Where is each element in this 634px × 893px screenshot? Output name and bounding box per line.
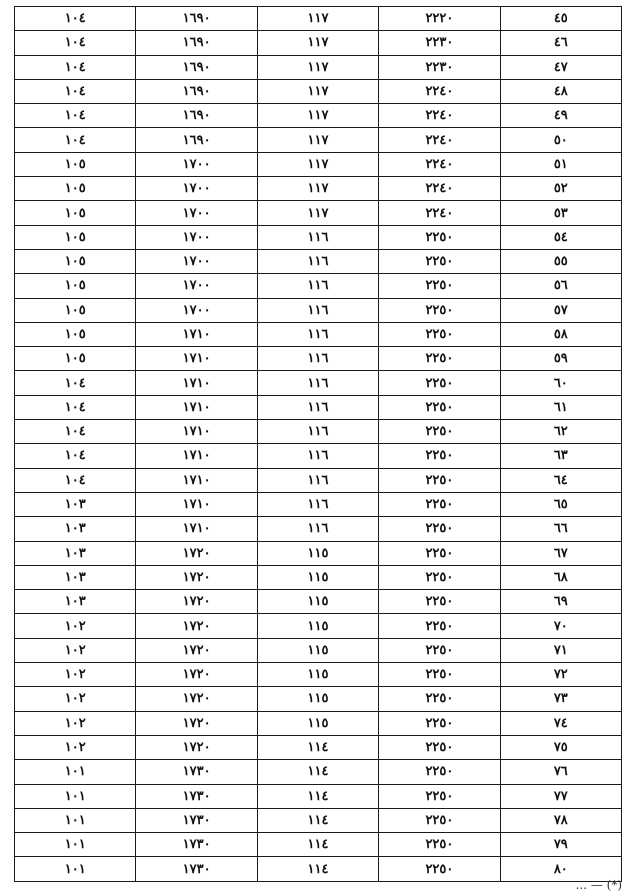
value-a-cell: ٢٢٥٠ [379,614,500,638]
value-c-cell: ١٧٠٠ [136,201,257,225]
index-cell: ٥٤ [500,225,621,249]
table-row [15,663,622,687]
value-b-cell: ١١٦ [257,420,378,444]
table-row [15,444,622,468]
value-c-cell: ١٦٩٠ [136,31,257,55]
value-a-cell: ٢٢٥٠ [379,687,500,711]
index-cell: ٨٠ [500,857,621,881]
value-c-cell: ١٦٩٠ [136,7,257,31]
value-c-cell: ١٧١٠ [136,492,257,516]
value-a-cell: ٢٢٥٠ [379,492,500,516]
value-c-cell: ١٧٣٠ [136,784,257,808]
table-body [15,7,622,882]
value-d-cell: ١٠٢ [15,638,136,662]
value-b-cell: ١١٥ [257,711,378,735]
table-row [15,298,622,322]
value-c-cell: ١٧١٠ [136,395,257,419]
value-b-cell: ١١٤ [257,784,378,808]
table-row [15,128,622,152]
index-cell: ٦٢ [500,420,621,444]
value-d-cell: ١٠١ [15,784,136,808]
value-a-cell: ٢٢٥٠ [379,833,500,857]
value-c-cell: ١٧٢٠ [136,590,257,614]
index-cell: ٧٢ [500,663,621,687]
index-cell: ٥٥ [500,249,621,273]
value-c-cell: ١٦٩٠ [136,79,257,103]
table-row [15,735,622,759]
value-a-cell: ٢٢٥٠ [379,590,500,614]
table-row [15,541,622,565]
index-cell: ٤٩ [500,104,621,128]
table-row [15,177,622,201]
value-a-cell: ٢٢٣٠ [379,55,500,79]
index-cell: ٥٨ [500,322,621,346]
value-d-cell: ١٠٢ [15,614,136,638]
index-cell: ٦٥ [500,492,621,516]
index-cell: ٥١ [500,152,621,176]
value-d-cell: ١٠١ [15,760,136,784]
index-cell: ٥٠ [500,128,621,152]
value-b-cell: ١١٧ [257,201,378,225]
value-d-cell: ١٠٤ [15,444,136,468]
value-a-cell: ٢٢٥٠ [379,784,500,808]
value-b-cell: ١١٦ [257,274,378,298]
table-row [15,808,622,832]
value-b-cell: ١١٤ [257,735,378,759]
value-d-cell: ١٠٥ [15,201,136,225]
value-b-cell: ١١٦ [257,492,378,516]
index-cell: ٦٤ [500,468,621,492]
value-d-cell: ١٠٥ [15,225,136,249]
index-cell: ٦٣ [500,444,621,468]
value-b-cell: ١١٦ [257,249,378,273]
value-c-cell: ١٦٩٠ [136,55,257,79]
value-b-cell: ١١٧ [257,128,378,152]
value-d-cell: ١٠٤ [15,420,136,444]
value-b-cell: ١١٦ [257,347,378,371]
value-c-cell: ١٧١٠ [136,468,257,492]
table-row [15,274,622,298]
value-b-cell: ١١٧ [257,104,378,128]
index-cell: ٥٧ [500,298,621,322]
value-c-cell: ١٧٠٠ [136,249,257,273]
value-d-cell: ١٠٥ [15,274,136,298]
value-b-cell: ١١٤ [257,808,378,832]
table-row [15,784,622,808]
value-d-cell: ١٠١ [15,808,136,832]
value-b-cell: ١١٥ [257,663,378,687]
value-a-cell: ٢٢٥٠ [379,760,500,784]
value-b-cell: ١١٦ [257,468,378,492]
table-row [15,104,622,128]
value-a-cell: ٢٢٥٠ [379,225,500,249]
value-b-cell: ١١٦ [257,225,378,249]
table-row [15,760,622,784]
index-cell: ٤٨ [500,79,621,103]
value-c-cell: ١٧٢٠ [136,541,257,565]
value-a-cell: ٢٢٥٠ [379,395,500,419]
value-c-cell: ١٦٩٠ [136,128,257,152]
value-d-cell: ١٠٥ [15,322,136,346]
value-b-cell: ١١٦ [257,517,378,541]
value-b-cell: ١١٦ [257,298,378,322]
value-d-cell: ١٠٥ [15,249,136,273]
value-c-cell: ١٧٣٠ [136,808,257,832]
value-d-cell: ١٠٤ [15,79,136,103]
value-a-cell: ٢٢٥٠ [379,347,500,371]
index-cell: ٤٧ [500,55,621,79]
value-b-cell: ١١٦ [257,444,378,468]
value-c-cell: ١٧٣٠ [136,760,257,784]
index-cell: ٧٧ [500,784,621,808]
footnote-text: (*) — ... [575,878,622,892]
index-cell: ٤٦ [500,31,621,55]
table-row [15,79,622,103]
value-d-cell: ١٠١ [15,833,136,857]
table-row [15,420,622,444]
value-a-cell: ٢٢٣٠ [379,31,500,55]
value-a-cell: ٢٢٥٠ [379,517,500,541]
value-a-cell: ٢٢٥٠ [379,711,500,735]
value-b-cell: ١١٤ [257,857,378,881]
value-a-cell: ٢٢٥٠ [379,468,500,492]
table-row [15,371,622,395]
value-d-cell: ١٠٥ [15,152,136,176]
table-row [15,225,622,249]
value-c-cell: ١٧١٠ [136,517,257,541]
index-cell: ٧١ [500,638,621,662]
value-c-cell: ١٧٢٠ [136,663,257,687]
index-cell: ٦٠ [500,371,621,395]
value-d-cell: ١٠٤ [15,55,136,79]
index-cell: ٧٩ [500,833,621,857]
table-row [15,590,622,614]
index-cell: ٧٤ [500,711,621,735]
index-cell: ٥٣ [500,201,621,225]
table-row [15,517,622,541]
value-a-cell: ٢٢٤٠ [379,177,500,201]
value-b-cell: ١١٥ [257,565,378,589]
value-a-cell: ٢٢٥٠ [379,541,500,565]
value-c-cell: ١٦٩٠ [136,104,257,128]
value-d-cell: ١٠١ [15,857,136,881]
value-d-cell: ١٠٤ [15,371,136,395]
value-d-cell: ١٠٤ [15,104,136,128]
table-row [15,249,622,273]
value-c-cell: ١٧٢٠ [136,711,257,735]
value-a-cell: ٢٢٤٠ [379,152,500,176]
table-row [15,347,622,371]
value-b-cell: ١١٥ [257,541,378,565]
value-a-cell: ٢٢٥٠ [379,298,500,322]
table-row [15,31,622,55]
value-b-cell: ١١٥ [257,638,378,662]
value-d-cell: ١٠٤ [15,128,136,152]
index-cell: ٧٨ [500,808,621,832]
value-a-cell: ٢٢٥٠ [379,735,500,759]
value-b-cell: ١١٤ [257,760,378,784]
value-b-cell: ١١٧ [257,55,378,79]
value-a-cell: ٢٢٢٠ [379,7,500,31]
value-a-cell: ٢٢٥٠ [379,322,500,346]
value-b-cell: ١١٤ [257,833,378,857]
index-cell: ٧٠ [500,614,621,638]
value-c-cell: ١٧٢٠ [136,687,257,711]
value-c-cell: ١٧٣٠ [136,857,257,881]
value-d-cell: ١٠٢ [15,735,136,759]
value-d-cell: ١٠٢ [15,663,136,687]
value-c-cell: ١٧٢٠ [136,735,257,759]
value-a-cell: ٢٢٥٠ [379,444,500,468]
value-a-cell: ٢٢٥٠ [379,249,500,273]
value-d-cell: ١٠٢ [15,687,136,711]
value-c-cell: ١٧٢٠ [136,565,257,589]
value-c-cell: ١٧١٠ [136,322,257,346]
index-cell: ٧٦ [500,760,621,784]
value-c-cell: ١٧١٠ [136,371,257,395]
table-row [15,833,622,857]
value-c-cell: ١٧٠٠ [136,298,257,322]
table-row [15,614,622,638]
value-a-cell: ٢٢٥٠ [379,274,500,298]
value-a-cell: ٢٢٤٠ [379,201,500,225]
index-cell: ٦٦ [500,517,621,541]
cut-off-footnote [14,878,622,893]
index-cell: ٦٧ [500,541,621,565]
value-c-cell: ١٧١٠ [136,420,257,444]
value-b-cell: ١١٦ [257,322,378,346]
value-d-cell: ١٠٢ [15,711,136,735]
table-row [15,468,622,492]
value-a-cell: ٢٢٥٠ [379,565,500,589]
value-a-cell: ٢٢٥٠ [379,420,500,444]
table-row [15,565,622,589]
table-row [15,55,622,79]
value-a-cell: ٢٢٥٠ [379,371,500,395]
table-row [15,687,622,711]
table-row [15,322,622,346]
value-d-cell: ١٠٤ [15,395,136,419]
index-cell: ٥٦ [500,274,621,298]
value-b-cell: ١١٧ [257,177,378,201]
value-d-cell: ١٠٣ [15,565,136,589]
value-a-cell: ٢٢٥٠ [379,857,500,881]
value-b-cell: ١١٧ [257,31,378,55]
value-d-cell: ١٠٤ [15,7,136,31]
value-b-cell: ١١٦ [257,371,378,395]
value-c-cell: ١٧١٠ [136,444,257,468]
table-row [15,492,622,516]
value-b-cell: ١١٦ [257,395,378,419]
table-row [15,201,622,225]
value-d-cell: ١٠٥ [15,298,136,322]
value-a-cell: ٢٢٥٠ [379,638,500,662]
value-a-cell: ٢٢٤٠ [379,128,500,152]
value-d-cell: ١٠٤ [15,468,136,492]
index-cell: ٦١ [500,395,621,419]
index-cell: ٦٨ [500,565,621,589]
index-cell: ٤٥ [500,7,621,31]
value-d-cell: ١٠٣ [15,492,136,516]
data-table-sheet [14,6,622,882]
value-d-cell: ١٠٣ [15,590,136,614]
value-b-cell: ١١٥ [257,590,378,614]
value-d-cell: ١٠٥ [15,177,136,201]
value-b-cell: ١١٧ [257,7,378,31]
value-c-cell: ١٧٠٠ [136,225,257,249]
value-c-cell: ١٧٠٠ [136,177,257,201]
table-row [15,152,622,176]
value-a-cell: ٢٢٤٠ [379,104,500,128]
index-cell: ٧٥ [500,735,621,759]
value-c-cell: ١٧١٠ [136,347,257,371]
data-table [14,6,622,882]
value-d-cell: ١٠٣ [15,541,136,565]
value-b-cell: ١١٥ [257,687,378,711]
value-a-cell: ٢٢٥٠ [379,663,500,687]
table-row [15,7,622,31]
value-c-cell: ١٧٢٠ [136,614,257,638]
value-a-cell: ٢٢٤٠ [379,79,500,103]
value-d-cell: ١٠٥ [15,347,136,371]
value-b-cell: ١١٧ [257,79,378,103]
index-cell: ٧٣ [500,687,621,711]
index-cell: ٦٩ [500,590,621,614]
table-row [15,395,622,419]
value-b-cell: ١١٥ [257,614,378,638]
value-a-cell: ٢٢٥٠ [379,808,500,832]
index-cell: ٥٩ [500,347,621,371]
value-c-cell: ١٧٢٠ [136,638,257,662]
index-cell: ٥٢ [500,177,621,201]
value-d-cell: ١٠٤ [15,31,136,55]
value-c-cell: ١٧٣٠ [136,833,257,857]
value-c-cell: ١٧٠٠ [136,274,257,298]
value-c-cell: ١٧٠٠ [136,152,257,176]
table-row [15,638,622,662]
value-b-cell: ١١٧ [257,152,378,176]
table-row [15,711,622,735]
value-d-cell: ١٠٣ [15,517,136,541]
